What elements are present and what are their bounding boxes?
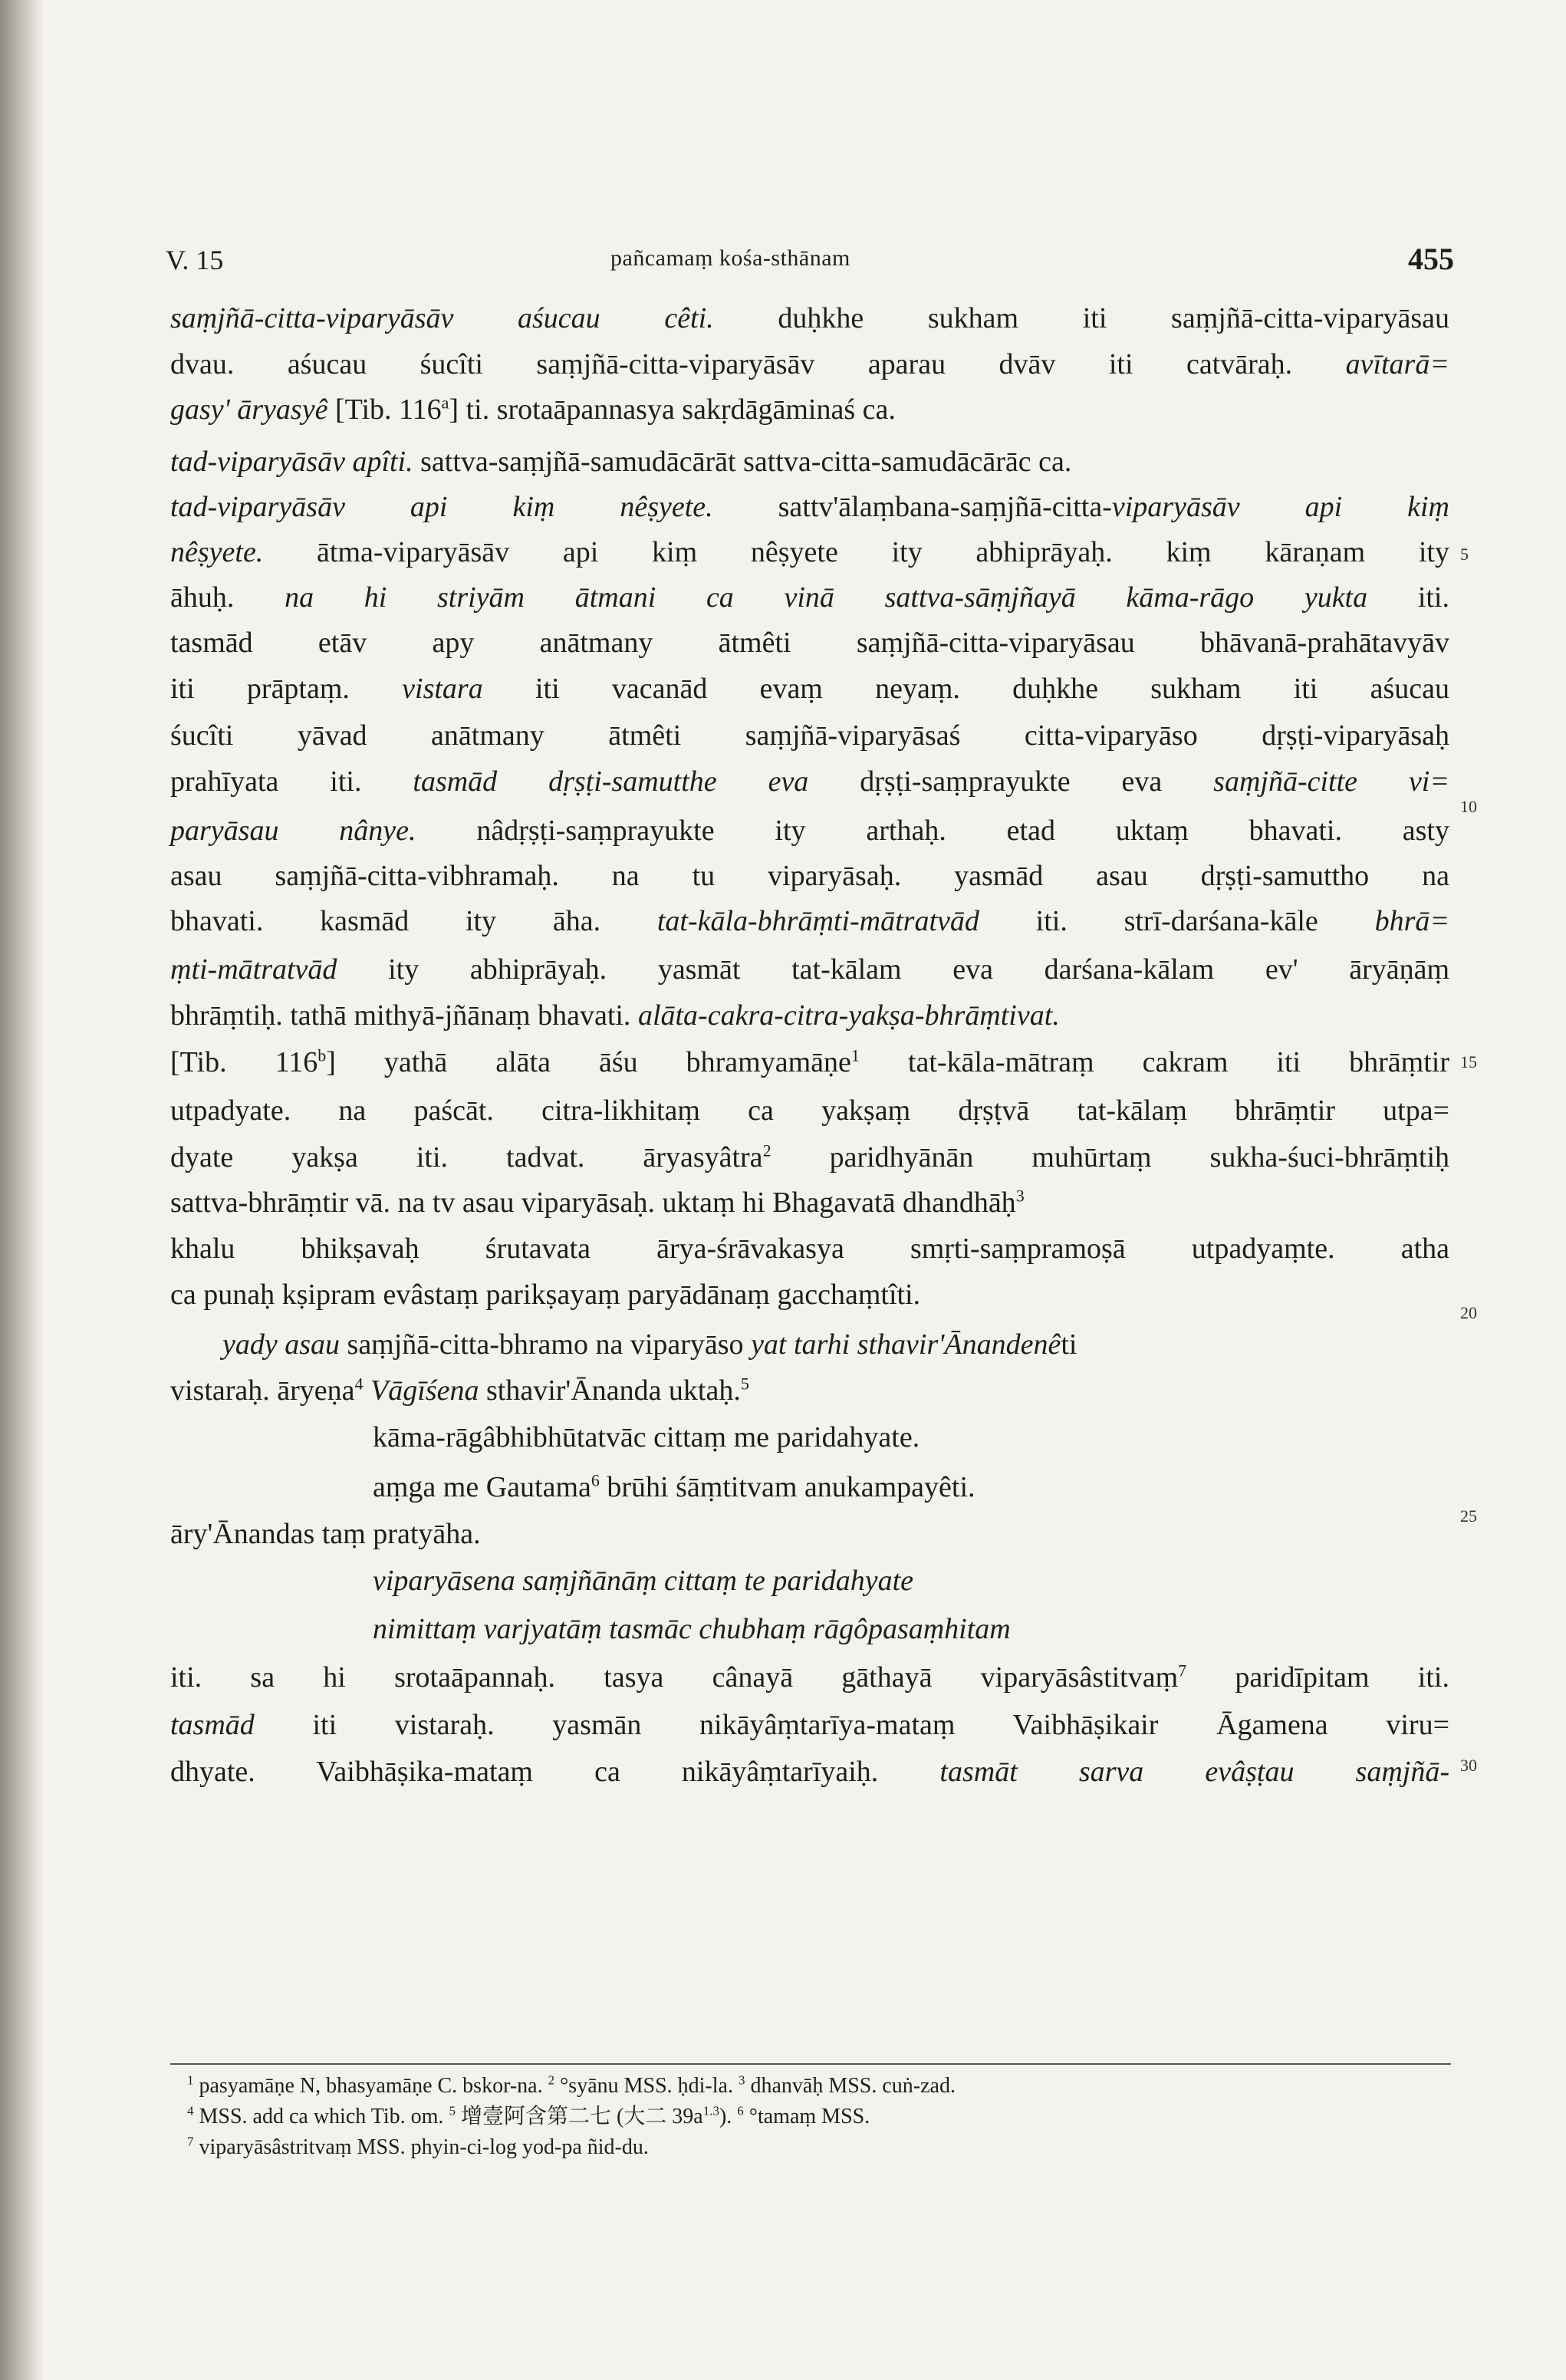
italic-text: avītarā= <box>1345 348 1449 380</box>
text-run: iti prāptaṃ. <box>170 673 403 705</box>
text-run: °syānu MSS. ḥdi-la. <box>554 2074 739 2098</box>
italic-text: tat-kāla-bhrāṃti-mātratvād <box>656 905 979 937</box>
text-run: bhrāṃtiḥ. tathā mithyā-jñānaṃ bhavati. <box>170 999 638 1032</box>
footnote-marker: 4 <box>354 1374 364 1394</box>
footnote-marker: a <box>441 393 449 413</box>
text-run: utpadyate. na paścāt. citra-likhitaṃ ca yakṣaṃ dṛṣṭvā tat-kālaṃ bhrāṃtir utpa= <box>170 1095 1449 1127</box>
italic-text: tad-viparyāsāv apîti. <box>170 446 413 478</box>
text-line <box>170 620 1449 666</box>
text-line <box>170 713 1449 759</box>
italic-text: saṃjñā-citte vi= <box>1213 765 1450 798</box>
text-run: sattv'ālaṃbana-saṃjñā-citta- <box>712 491 1112 523</box>
footnote-line <box>187 2071 956 2102</box>
footnote-marker: b <box>317 1045 327 1065</box>
text-run: dvau. aśucau śucîti saṃjñā-citta-viparyāsāv aparau dvāv iti catvāraḥ. <box>170 348 1346 380</box>
line-number: 15 <box>1460 1052 1477 1071</box>
text-line <box>170 1272 1183 1318</box>
footnote-marker: 1.3 <box>702 2103 719 2118</box>
text-line <box>170 1226 1449 1272</box>
text-run: ] ti. srotaāpannasya sakṛdāgāminaś ca. <box>449 393 896 426</box>
footnote-marker: 5 <box>740 1374 749 1394</box>
text-run: brūhi śāṃtitvam anukampayêti. <box>599 1471 975 1503</box>
italic-text: tasmāt sarva evâṣṭau saṃjñā- <box>939 1756 1449 1788</box>
italic-text: bhrā= <box>1374 905 1449 937</box>
line-number: 25 <box>1460 1506 1477 1526</box>
italic-text: ṃti-mātratvād <box>170 953 337 986</box>
text-run: nâdṛṣṭi-saṃprayukte ity arthaḥ. etad uktaṃ bhavati. asty <box>416 815 1449 847</box>
text-line <box>170 1749 1449 1795</box>
text-run: dṛṣṭi-saṃprayukte eva <box>808 765 1214 798</box>
text-run: dhanvāḥ MSS. cuṅ-zad. <box>745 2074 956 2098</box>
text-run: sattva-bhrāṃtir vā. na tv asau viparyāsaḥ. uktaṃ hi Bhagavatā dhandhāḥ <box>170 1187 1016 1219</box>
text-run: saṃjñā-citta-bhramo na viparyāso <box>340 1328 752 1361</box>
text-line <box>170 808 1449 854</box>
footnote-marker: 6 <box>737 2103 744 2118</box>
footnote-marker: 3 <box>1015 1186 1025 1206</box>
text-line <box>170 1702 1449 1748</box>
text-run: prahīyata iti. <box>170 765 413 798</box>
text-run: [Tib. 116 <box>327 393 442 426</box>
italic-text: yat tarhi sthavir'Ānandenê <box>751 1328 1061 1361</box>
italic-text: Vāgīśena <box>370 1374 479 1407</box>
text-line <box>170 295 1449 341</box>
text-run: duḥkhe sukham iti saṃjñā-citta-viparyāsau <box>713 302 1450 334</box>
text-line <box>170 1368 860 1414</box>
footnote-marker: 7 <box>1178 1661 1187 1680</box>
text-line <box>170 529 1449 575</box>
text-run: kāma-rāgâbhibhūtatvāc cittaṃ me paridahyate. <box>373 1421 920 1453</box>
italic-text: alāta-cakra-citra-yakṣa-bhrāṃtivat. <box>637 999 1060 1032</box>
text-run: tat-kāla-mātraṃ cakram iti bhrāṃtir <box>859 1046 1449 1078</box>
text-run: iti vistaraḥ. yasmān nikāyâṃtarīya-mataṃ Vaibhāṣikair Āgamena viru= <box>254 1709 1449 1741</box>
text-line <box>170 992 1213 1039</box>
text-run: paridhyānān muhūrtaṃ sukha-śuci-bhrāṃtiḥ <box>771 1141 1450 1174</box>
text-run: ca punaḥ kṣipram evâstaṃ parikṣayaṃ paryādānaṃ gacchaṃtîti. <box>170 1279 921 1311</box>
text-run: iti. strī-darśana-kāle <box>979 905 1375 937</box>
text-line <box>170 1654 1449 1700</box>
page-number: 455 <box>1408 242 1454 276</box>
text-run: °tamaṃ MSS. <box>743 2105 870 2128</box>
footnote-marker: 1 <box>850 1045 860 1065</box>
italic-text: viparyāsāv api kiṃ <box>1111 491 1449 523</box>
text-run: śucîti yāvad anātmany ātmêti saṃjñā-viparyāsaś citta-viparyāso dṛṣṭi-viparyāsaḥ <box>170 719 1449 752</box>
line-number: 30 <box>1460 1756 1477 1775</box>
text-run: ). <box>719 2105 738 2128</box>
footnote-marker: 6 <box>591 1470 600 1490</box>
text-line <box>170 853 1449 899</box>
text-line <box>170 1134 1449 1180</box>
footnote-line <box>187 2102 870 2132</box>
text-run: tasmād etāv apy anātmany ātmêti saṃjñā-citta-viparyāsau bhāvanā-prahātavyāv <box>170 627 1449 659</box>
text-line <box>170 484 1449 530</box>
text-line <box>170 1180 1466 1226</box>
italic-text: gasy' āryasyê <box>170 393 328 426</box>
footnote-marker: 2 <box>762 1141 771 1160</box>
text-run: ātma-viparyāsāv api kiṃ nêṣyete ity abhiprāyaḥ. kiṃ kāraṇam ity <box>263 536 1449 568</box>
section-reference: V. 15 <box>166 245 224 275</box>
text-run: iti vacanād evaṃ neyaṃ. duḥkhe sukham iti aśucau <box>482 673 1449 705</box>
italic-text: viparyāsena saṃjñānāṃ cittaṃ te paridahyate <box>373 1565 914 1597</box>
text-run: viparyāsâstritvaṃ MSS. phyin-ci-log yod-pa ñid-du. <box>193 2135 649 2159</box>
line-number: 5 <box>1460 545 1469 564</box>
text-line <box>373 1606 1216 1652</box>
text-run: pasyamāṇe N, bhasyamāṇe C. bskor-na. <box>193 2074 548 2098</box>
text-line <box>170 946 1449 992</box>
text-line <box>170 574 1449 621</box>
text-run: dhyate. Vaibhāṣika-mataṃ ca nikāyâṃtarīyaiḥ. <box>170 1756 940 1788</box>
running-title: pañcamaṃ kośa-sthānam <box>610 245 850 271</box>
italic-text: tasmād dṛṣṭi-samutthe eva <box>413 765 809 798</box>
italic-text: tad-viparyāsāv api kiṃ nêṣyete. <box>170 491 713 523</box>
italic-text: paryāsau nânye. <box>170 815 416 847</box>
text-line <box>222 1322 1449 1368</box>
text-run: ti <box>1061 1328 1077 1361</box>
italic-text: na hi striyām ātmani ca vinā sattva-sāṃjñayā kāma-rāgo yukta <box>285 581 1368 614</box>
text-run: ity abhiprāyaḥ. yasmāt tat-kālam eva darśana-kālam ev' āryāṇāṃ <box>337 953 1449 986</box>
italic-text: tasmād <box>170 1709 255 1741</box>
text-run: [Tib. 116 <box>170 1046 318 1078</box>
line-number: 10 <box>1460 797 1477 816</box>
text-run: khalu bhikṣavaḥ śrutavata ārya-śrāvakasya smṛti-saṃpramoṣā utpadyaṃte. atha <box>170 1233 1449 1265</box>
text-run: iti. sa hi srotaāpannaḥ. tasya cânayā gāthayā viparyāsâstitvaṃ <box>170 1661 1179 1694</box>
running-header <box>166 239 1454 285</box>
text-run: paridīpitam iti. <box>1186 1661 1449 1694</box>
italic-text: nêṣyete. <box>170 536 264 568</box>
text-line <box>170 666 1449 712</box>
footnote-marker: 4 <box>187 2103 194 2118</box>
text-line <box>170 1088 1449 1134</box>
footnote-marker: 3 <box>738 2072 745 2088</box>
footnote-rule <box>170 2063 1451 2065</box>
text-line <box>170 759 1449 805</box>
line-number: 20 <box>1460 1303 1477 1322</box>
text-line <box>373 1558 1186 1604</box>
text-run: iti. <box>1367 581 1449 614</box>
text-run: sthavir'Ānanda uktaḥ. <box>479 1374 741 1407</box>
italic-text: nimittaṃ varjyatāṃ tasmāc chubhaṃ rāgôpasaṃhitam <box>373 1613 1011 1645</box>
text-line <box>170 341 1449 387</box>
text-run: asau saṃjñā-citta-vibhramaḥ. na tu viparyāsaḥ. yasmād asau dṛṣṭi-samuttho na <box>170 860 1449 892</box>
text-run: āhuḥ. <box>170 581 285 614</box>
text-line <box>170 387 1183 433</box>
footnote-marker: 2 <box>548 2072 555 2088</box>
page-binding-shadow <box>0 0 44 2380</box>
footnote-marker: 7 <box>187 2134 194 2149</box>
text-run: āry'Ānandas taṃ pratyāha. <box>170 1518 481 1550</box>
text-run: aṃga me Gautama <box>373 1471 591 1503</box>
text-run: dyate yakṣa iti. tadvat. āryasyâtra <box>170 1141 763 1174</box>
text-line <box>170 898 1449 944</box>
text-run: ] yathā alāta āśu bhramyamāṇe <box>326 1046 851 1078</box>
footnote-marker: 5 <box>449 2103 456 2118</box>
text-run <box>364 1374 371 1407</box>
italic-text: saṃjñā-citta-viparyāsāv aśucau cêti. <box>170 302 714 334</box>
footnote-line <box>187 2132 649 2163</box>
text-line <box>373 1464 1170 1510</box>
footnote-marker: 1 <box>187 2072 194 2088</box>
text-run: MSS. add ca which Tib. om. <box>193 2105 449 2128</box>
italic-text: vistara <box>402 673 483 705</box>
text-line <box>373 1414 1132 1460</box>
text-run: 增壹阿含第二七 (大二 39a <box>455 2105 703 2128</box>
text-run: sattva-saṃjñā-samudācārāt sattva-citta-samudācārāc ca. <box>413 446 1072 478</box>
text-run: vistaraḥ. āryeṇa <box>170 1374 355 1407</box>
italic-text: yady asau <box>222 1328 341 1361</box>
text-line <box>170 1511 784 1557</box>
text-line <box>170 1039 1449 1085</box>
text-line <box>170 439 1390 485</box>
text-run: bhavati. kasmād ity āha. <box>170 905 657 937</box>
